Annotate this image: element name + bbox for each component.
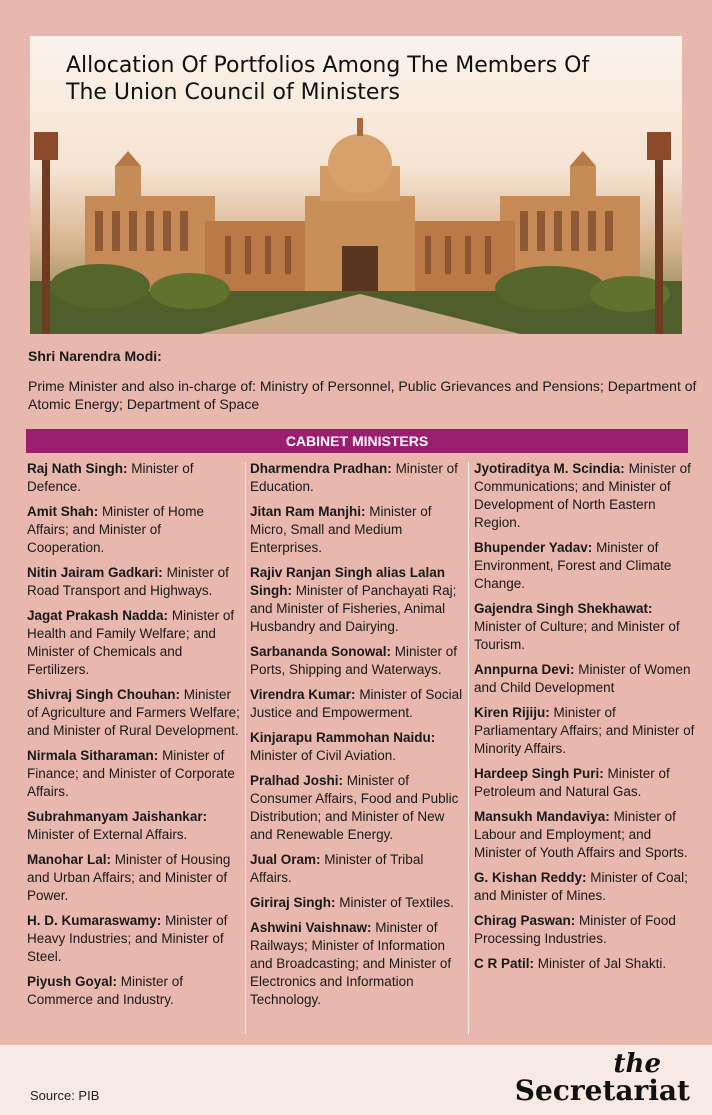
minister-role: Minister of Housing and Urban Affairs; and Minister of Power. bbox=[27, 852, 231, 903]
minister-name: Kiren Rijiju: bbox=[474, 705, 550, 720]
minister-entry bbox=[474, 600, 696, 654]
footer bbox=[0, 1045, 712, 1115]
minister-entry bbox=[250, 503, 466, 557]
minister-entry bbox=[474, 912, 696, 948]
minister-entry bbox=[250, 851, 466, 887]
minister-role: Minister of Finance; and Minister of Corporate Affairs. bbox=[27, 748, 235, 799]
minister-entry bbox=[474, 808, 696, 862]
minister-name: Shivraj Singh Chouhan: bbox=[27, 687, 181, 702]
minister-role: Minister of Tribal Affairs. bbox=[250, 852, 424, 885]
minister-role: Minister of Home Affairs; and Minister of Cooperation. bbox=[27, 504, 205, 555]
column-divider bbox=[245, 462, 246, 1034]
source-credit: Source: PIB bbox=[30, 1088, 100, 1103]
minister-name: Bhupender Yadav: bbox=[474, 540, 593, 555]
minister-entry bbox=[27, 747, 242, 801]
minister-role: Minister of Parliamentary Affairs; and Minister of Minority Affairs. bbox=[474, 705, 695, 756]
minister-role: Minister of Environment, Forest and Climate Change. bbox=[474, 540, 672, 591]
minister-role: Minister of Panchayati Raj; and Minister of Fisheries, Animal Husbandry and Dairying. bbox=[250, 583, 457, 634]
brand-logo-name: Secretariat bbox=[514, 1074, 690, 1107]
minister-role: Minister of Ports, Shipping and Waterways. bbox=[250, 644, 458, 677]
minister-entry bbox=[250, 643, 466, 679]
page-title bbox=[66, 52, 666, 106]
minister-entry bbox=[250, 772, 466, 844]
minister-name: Giriraj Singh: bbox=[250, 895, 336, 910]
minister-name: Ashwini Vaishnaw: bbox=[250, 920, 372, 935]
minister-role: Minister of Labour and Employment; and Minister of Youth Affairs and Sports. bbox=[474, 809, 688, 860]
minister-role: Minister of Culture; and Minister of Tourism. bbox=[474, 619, 680, 652]
minister-name: C R Patil: bbox=[474, 956, 535, 971]
minister-entry bbox=[250, 894, 466, 912]
ministers-column-1 bbox=[27, 460, 242, 1016]
minister-name: Jual Oram: bbox=[250, 852, 321, 867]
minister-name: G. Kishan Reddy: bbox=[474, 870, 587, 885]
ministers-column-2 bbox=[250, 460, 466, 1016]
minister-name: H. D. Kumaraswamy: bbox=[27, 913, 162, 928]
minister-name: Piyush Goyal: bbox=[27, 974, 118, 989]
minister-entry bbox=[250, 460, 466, 496]
minister-entry bbox=[250, 919, 466, 1009]
minister-role: Minister of Communications; and Minister of Development of North Eastern Region. bbox=[474, 461, 691, 530]
minister-name: Gajendra Singh Shekhawat: bbox=[474, 601, 653, 616]
minister-role: Minister of Defence. bbox=[27, 461, 194, 494]
minister-role: Minister of Agriculture and Farmers Welfare; and Minister of Rural Development. bbox=[27, 687, 240, 738]
minister-name: Mansukh Mandaviya: bbox=[474, 809, 610, 824]
minister-role: Minister of Petroleum and Natural Gas. bbox=[474, 766, 670, 799]
minister-name: Subrahmanyam Jaishankar: bbox=[27, 809, 208, 824]
minister-role: Minister of Food Processing Industries. bbox=[474, 913, 676, 946]
minister-name: Hardeep Singh Puri: bbox=[474, 766, 604, 781]
minister-role: Minister of Women and Child Development bbox=[474, 662, 691, 695]
minister-name: Nirmala Sitharaman: bbox=[27, 748, 159, 763]
minister-name: Raj Nath Singh: bbox=[27, 461, 128, 476]
minister-name: Chirag Paswan: bbox=[474, 913, 576, 928]
minister-name: Sarbananda Sonowal: bbox=[250, 644, 392, 659]
minister-name: Virendra Kumar: bbox=[250, 687, 356, 702]
title-line-1: Allocation Of Portfolios Among The Members Of bbox=[66, 53, 590, 78]
minister-entry bbox=[474, 460, 696, 532]
header-photo bbox=[30, 36, 682, 334]
minister-entry bbox=[250, 564, 466, 636]
minister-name: Annpurna Devi: bbox=[474, 662, 575, 677]
minister-name: Amit Shah: bbox=[27, 504, 99, 519]
minister-role: Minister of External Affairs. bbox=[27, 827, 188, 842]
minister-entry bbox=[27, 808, 242, 844]
minister-name: Manohar Lal: bbox=[27, 852, 112, 867]
pm-name: Shri Narendra Modi: bbox=[28, 348, 162, 364]
minister-entry bbox=[250, 686, 466, 722]
minister-role: Minister of Education. bbox=[250, 461, 458, 494]
section-header-cabinet-ministers: CABINET MINISTERS bbox=[26, 429, 688, 453]
minister-name: Dharmendra Pradhan: bbox=[250, 461, 392, 476]
minister-entry bbox=[27, 503, 242, 557]
minister-entry bbox=[27, 607, 242, 679]
minister-entry bbox=[474, 661, 696, 697]
minister-entry bbox=[474, 955, 696, 973]
minister-role: Minister of Consumer Affairs, Food and Public Distribution; and Minister of New and Renewable Energy. bbox=[250, 773, 459, 842]
minister-entry bbox=[474, 704, 696, 758]
minister-role: Minister of Civil Aviation. bbox=[250, 748, 397, 763]
ministers-column-3 bbox=[474, 460, 696, 980]
title-line-2: The Union Council of Ministers bbox=[66, 80, 400, 105]
minister-entry bbox=[474, 765, 696, 801]
minister-entry bbox=[27, 564, 242, 600]
minister-entry bbox=[250, 729, 466, 765]
minister-entry bbox=[27, 686, 242, 740]
minister-name: Jyotiraditya M. Scindia: bbox=[474, 461, 625, 476]
minister-role: Minister of Social Justice and Empowerment. bbox=[250, 687, 463, 720]
minister-entry bbox=[27, 851, 242, 905]
brand-logo-the: the bbox=[613, 1049, 661, 1079]
pm-description: Prime Minister and also in-charge of: Ministry of Personnel, Public Grievances and Pensions; Department of Atomic Energy; Department of Space bbox=[28, 378, 697, 412]
minister-entry bbox=[27, 912, 242, 966]
minister-entry bbox=[27, 460, 242, 496]
prime-minister-block bbox=[28, 347, 698, 413]
minister-name: Jitan Ram Manjhi: bbox=[250, 504, 366, 519]
minister-name: Jagat Prakash Nadda: bbox=[27, 608, 169, 623]
column-divider bbox=[468, 462, 469, 1034]
minister-role: Minister of Coal; and Minister of Mines. bbox=[474, 870, 688, 903]
minister-role: Minister of Road Transport and Highways. bbox=[27, 565, 229, 598]
minister-role: Minister of Jal Shakti. bbox=[537, 956, 667, 971]
minister-entry bbox=[27, 973, 242, 1009]
minister-role: Minister of Micro, Small and Medium Enterprises. bbox=[250, 504, 432, 555]
minister-entry bbox=[474, 539, 696, 593]
minister-role: Minister of Textiles. bbox=[339, 895, 454, 910]
minister-name: Kinjarapu Rammohan Naidu: bbox=[250, 730, 436, 745]
minister-role: Minister of Commerce and Industry. bbox=[27, 974, 184, 1007]
minister-role: Minister of Health and Family Welfare; and Minister of Chemicals and Fertilizers. bbox=[27, 608, 235, 677]
minister-name: Nitin Jairam Gadkari: bbox=[27, 565, 163, 580]
minister-name: Rajiv Ranjan Singh alias Lalan Singh: bbox=[250, 565, 446, 598]
minister-entry bbox=[474, 869, 696, 905]
minister-role: Minister of Railways; Minister of Information and Broadcasting; and Minister of Electronics and Information Technology. bbox=[250, 920, 452, 1007]
minister-role: Minister of Heavy Industries; and Minister of Steel. bbox=[27, 913, 228, 964]
minister-name: Pralhad Joshi: bbox=[250, 773, 344, 788]
